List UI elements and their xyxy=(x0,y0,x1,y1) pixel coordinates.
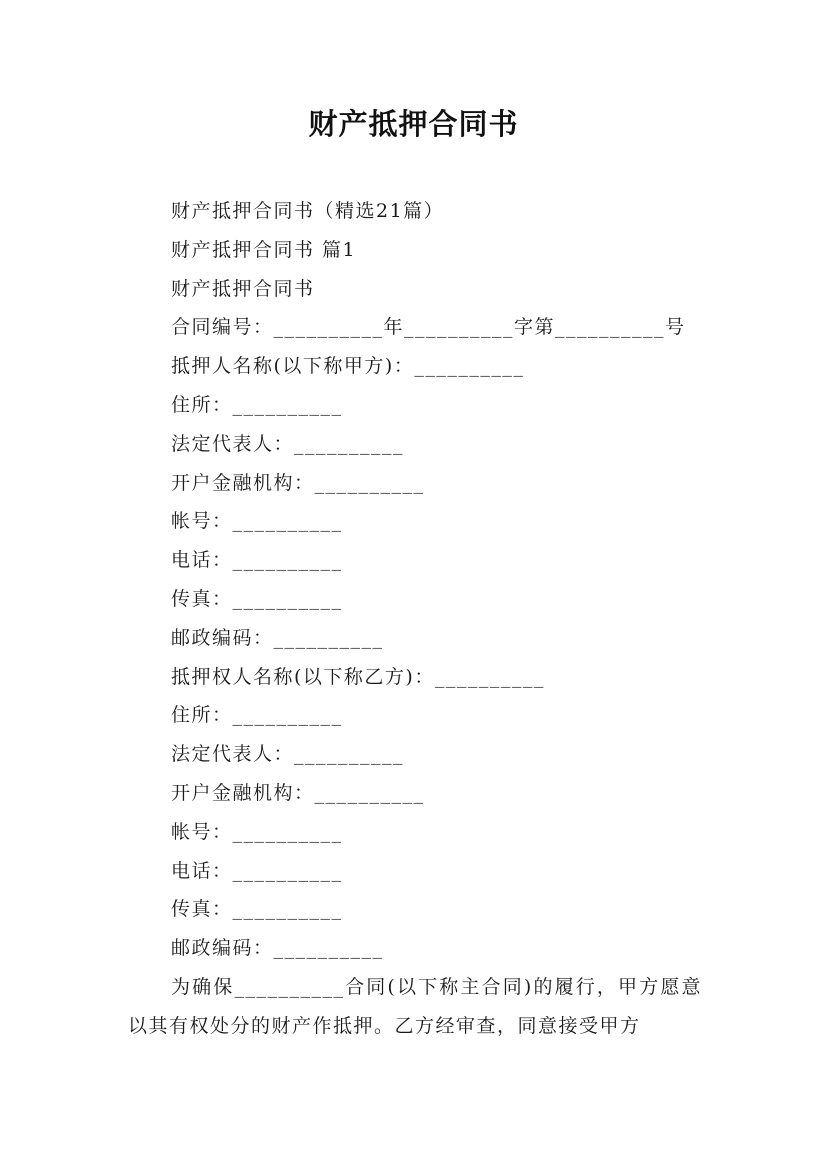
contract-number-line: 合同编号：__________年__________字第__________号 xyxy=(171,316,686,339)
subtitle-line: 财产抵押合同书（精选21篇） xyxy=(171,200,445,222)
mortgagee-name-line: 抵押权人名称(以下称乙方)：__________ xyxy=(171,665,545,688)
mortgagee-phone-line: 电话：__________ xyxy=(171,859,343,882)
mortgagor-fax-line: 传真：__________ xyxy=(171,587,343,610)
mortgagee-bank-line: 开户金融机构：__________ xyxy=(171,781,425,804)
section-heading: 财产抵押合同书 篇1 xyxy=(171,238,357,261)
mortgagor-account-line: 帐号：__________ xyxy=(171,510,343,533)
mortgagee-representative-line: 法定代表人：__________ xyxy=(171,743,405,766)
mortgagee-address-line: 住所：__________ xyxy=(171,704,343,727)
contract-name-line: 财产抵押合同书 xyxy=(171,277,315,300)
mortgagee-account-line: 帐号：__________ xyxy=(171,820,343,843)
mortgagee-fax-line: 传真：__________ xyxy=(171,898,343,921)
mortgagor-name-line: 抵押人名称(以下称甲方)：__________ xyxy=(171,355,525,378)
mortgagor-phone-line: 电话：__________ xyxy=(171,549,343,572)
mortgagee-postcode-line: 邮政编码：__________ xyxy=(171,937,384,960)
body-paragraph: 为确保__________合同(以下称主合同)的履行，甲方愿意以其有权处分的财产作抵押。乙方经审查，同意接受甲方 xyxy=(128,975,702,1037)
mortgagor-bank-line: 开户金融机构：__________ xyxy=(171,471,425,494)
mortgagor-representative-line: 法定代表人：__________ xyxy=(171,432,405,455)
mortgagor-postcode-line: 邮政编码：__________ xyxy=(171,626,384,649)
mortgagor-address-line: 住所：__________ xyxy=(171,393,343,416)
document-title: 财产抵押合同书 xyxy=(308,107,519,141)
document-body xyxy=(128,192,702,1065)
